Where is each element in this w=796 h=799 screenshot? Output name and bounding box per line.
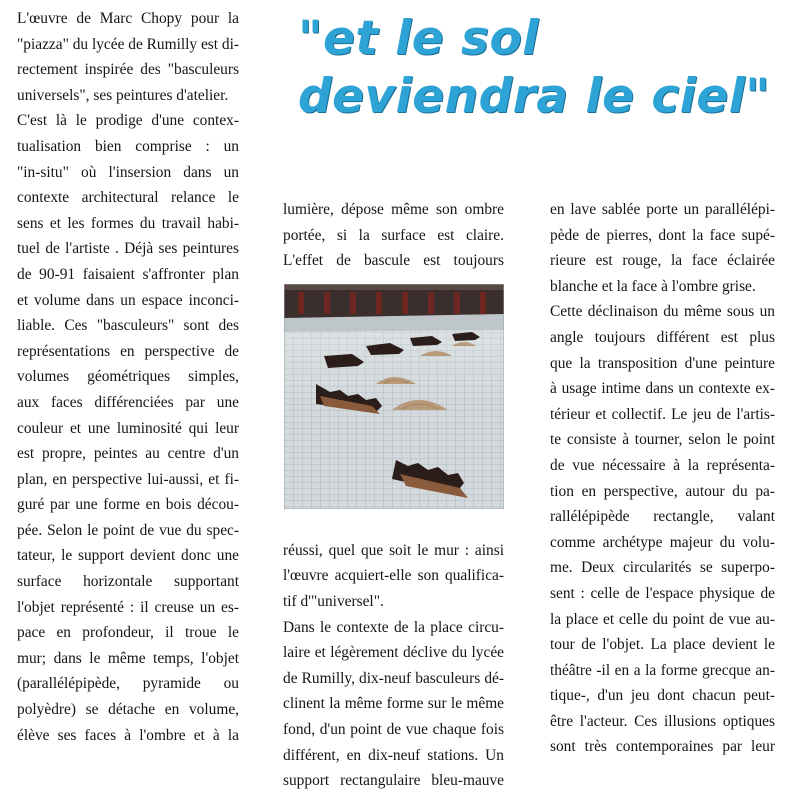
text-line: tateur, le support devient donc une <box>17 547 239 565</box>
text-line: sont très contemporaines par leur <box>550 738 775 756</box>
text-line: térieur et collectif. Le jeu de l'artis- <box>550 405 775 423</box>
text-line: rieure est rouge, la face éclairée <box>550 252 775 270</box>
title-line-2: deviendra le ciel" <box>298 69 771 124</box>
text-line: sent : celle de l'espace physique de <box>550 584 775 602</box>
text-line: C'est là le prodige d'une contex- <box>17 112 239 130</box>
text-line: lumière, dépose même son ombre <box>283 201 504 218</box>
text-line: tif d'"universel". <box>283 592 384 610</box>
text-line: rallélépipède rectangle, valant <box>550 508 775 526</box>
text-line: tour de l'objet. La place devient le <box>550 636 775 654</box>
text-line: Cette déclinaison du même sous un <box>550 303 775 321</box>
text-line: tuel de l'artiste . Déjà ses peintures <box>17 240 239 258</box>
article-title <box>298 10 788 126</box>
text-line: blanche et la face à l'ombre grise. <box>550 277 756 295</box>
title-line-1: "et le sol <box>298 11 539 66</box>
text-line: de Rumilly, dix-neuf basculeurs dé- <box>283 669 504 687</box>
text-column-1 <box>17 6 239 748</box>
text-line: pace en profondeur, il troue le <box>17 624 239 642</box>
column-3-paragraph <box>550 197 775 760</box>
text-line: être l'acteur. Ces illusions optiques <box>550 712 775 730</box>
text-line: pède de pierres, dont la face supé- <box>550 226 775 244</box>
text-line: L'œuvre de Marc Chopy pour la <box>17 10 239 27</box>
text-line: l'œuvre acquiert-elle son qualifica- <box>283 567 504 585</box>
text-line: "piazza" du lycée de Rumilly est di- <box>17 35 239 53</box>
courtyard-photo <box>284 284 504 509</box>
text-line: mur; dans le même temps, l'objet <box>17 649 239 667</box>
column-2-paragraph-top <box>283 197 504 274</box>
text-line: tion en perspective, autour du pa- <box>550 482 775 500</box>
text-line: "in-situ" où l'insersion dans un <box>17 163 239 181</box>
text-line: angle toujours différent est plus <box>550 328 775 346</box>
text-column-3 <box>550 197 775 760</box>
text-line: guré par une forme en bois décou- <box>17 496 239 514</box>
text-line: et volume dans un espace inconci- <box>17 291 239 309</box>
text-line: à usage intime dans un contexte ex- <box>550 380 775 398</box>
text-line: théâtre -il en a la forme grecque an- <box>550 661 775 679</box>
text-line: pée. Selon le point de vue du spec- <box>17 521 239 539</box>
text-line: tique-, d'un jeu dont chacun peut- <box>550 687 775 705</box>
text-line: contexte architectural relance le <box>17 189 239 207</box>
text-line: réussi, quel que soit le mur : ainsi <box>283 541 504 559</box>
text-line: portée, si la surface est claire. <box>283 226 504 244</box>
text-line: polyèdre) se détache en volume, <box>17 701 239 719</box>
text-line: la place et celle du point de vue au- <box>550 610 775 628</box>
text-line: différent, en dix-neuf stations. Un <box>283 746 504 764</box>
text-line: clinent la même forme sur le même <box>283 695 504 713</box>
text-line: tualisation bien comprise : un <box>17 137 239 155</box>
text-line: couleur et une luminosité qui leur <box>17 419 239 437</box>
text-line: de vue nécessaire à la représenta- <box>550 456 775 474</box>
text-line: me. Deux circularités se superpo- <box>550 559 775 577</box>
text-line: est propre, peintes au centre d'un <box>17 445 239 463</box>
text-line: l'objet représenté : il creuse un es- <box>17 598 239 616</box>
text-line: de 90-91 faisaient s'affronter plan <box>17 265 239 283</box>
text-line: L'effet de bascule est toujours <box>283 252 504 270</box>
text-line: surface horizontale supportant <box>17 573 239 591</box>
text-line: en lave sablée porte un parallélépi- <box>550 201 775 218</box>
text-line: Dans le contexte de la place circu- <box>283 618 504 636</box>
text-line: comme archétype majeur du volu- <box>550 533 775 551</box>
text-line: aux faces différenciées par une <box>17 393 239 411</box>
courtyard-sculpture-photo-icon <box>284 284 504 509</box>
text-line: laire et légèrement déclive du lycée <box>283 644 504 662</box>
text-line: plan, en perspective lui-aussi, et fi- <box>17 470 239 488</box>
text-line: volumes géométriques simples, <box>17 368 239 386</box>
text-line: te consiste à tourner, selon le point <box>550 431 775 449</box>
text-line: sens et les formes du travail habi- <box>17 214 239 232</box>
text-line: fond, d'un point de vue chaque fois <box>283 720 504 738</box>
text-line: élève ses faces à l'ombre et à la <box>17 726 239 744</box>
column-2-paragraph-bottom <box>283 538 504 794</box>
text-line: liable. Ces "basculeurs" sont des <box>17 317 239 335</box>
text-line: universels", ses peintures d'atelier. <box>17 86 229 104</box>
text-line: (parallélépipède, pyramide ou <box>17 675 239 693</box>
text-line: rectement inspirée des "basculeurs <box>17 61 239 79</box>
text-line: que la transposition d'une peinture <box>550 354 775 372</box>
text-line: représentations en perspective de <box>17 342 239 360</box>
text-line: support rectangulaire bleu-mauve <box>283 772 504 790</box>
column-1-paragraph <box>17 6 239 748</box>
